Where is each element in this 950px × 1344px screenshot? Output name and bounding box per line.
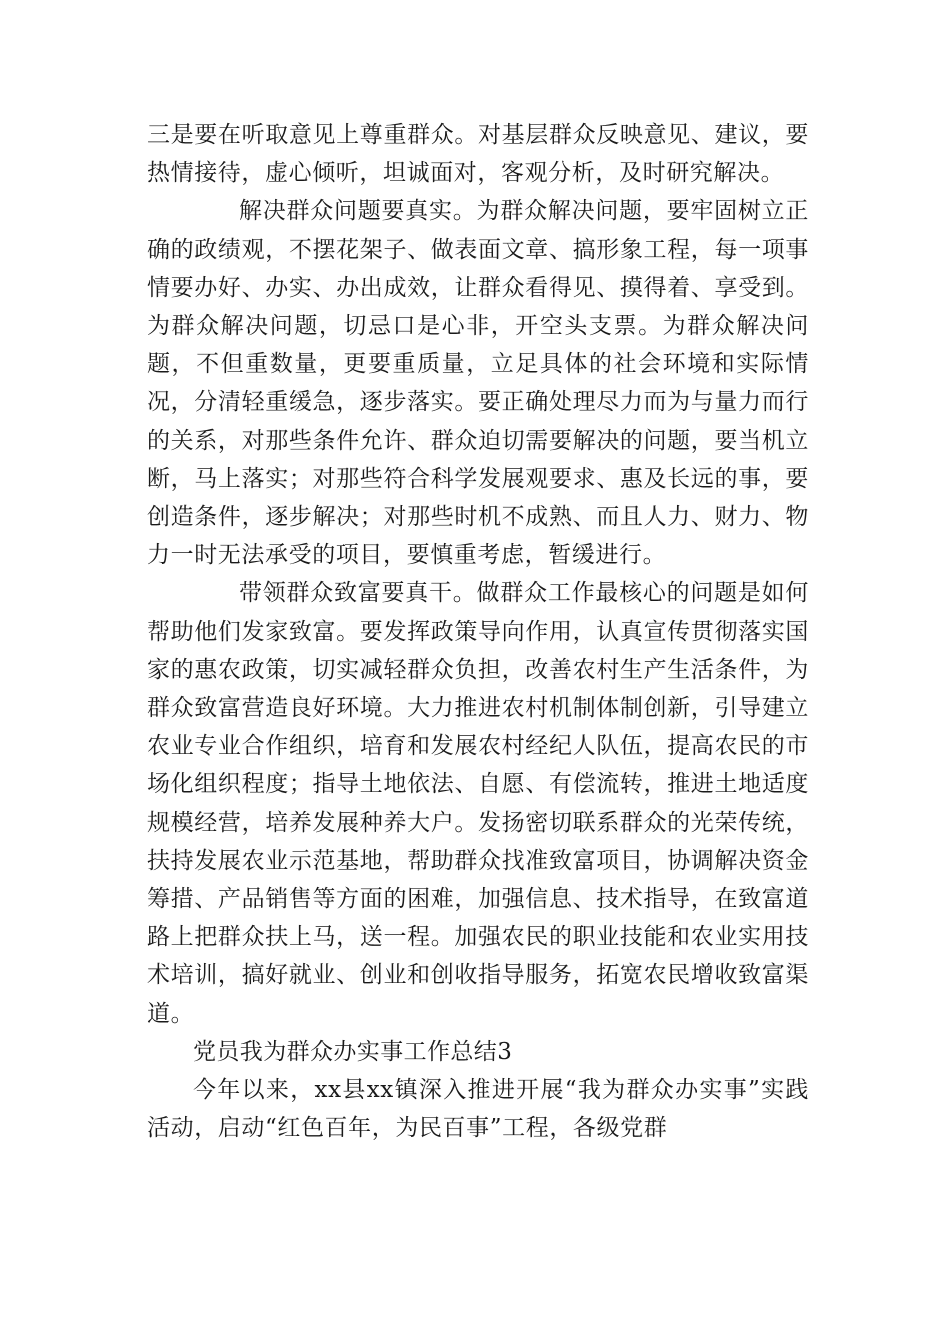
paragraph-solve-problems: 解决群众问题要真实。为群众解决问题，要牢固树立正确的政绩观，不摆花架子、做表面文章、搞形象工程，每一项事情要办好、办实、办出成效，让群众看得见、摸得着、享受到。为群众解决问题，切忌口是心非，开空头支票。为群众解决问题，不但重数量，更要重质量，立足具体的社会环境和实际情况，分清轻重缓急，逐步落实。要正确处理尽力而为与量力而行的关系，对那些条件允许、群众迫切需要解决的问题，要当机立断，马上落实；对那些符合科学发展观要求、惠及长远的事，要创造条件，逐步解决；对那些时机不成熟、而且人力、财力、物力一时无法承受的项目，要慎重考虑，暂缓进行。 (147, 198, 809, 569)
section-heading: 党员我为群众办实事工作总结3 (193, 1038, 513, 1065)
paragraph-respect-masses: 三是要在听取意见上尊重群众。对基层群众反映意见、建议，要热情接待，虚心倾听，坦诚面对，客观分析，及时研究解决。 (147, 122, 809, 187)
document-body (147, 116, 809, 1147)
paragraph-intro: 今年以来，xx县xx镇深入推进开展“我为群众办实事”实践活动，启动“红色百年，为民百事”工程，各级党群 (147, 1077, 809, 1142)
paragraph-lead-prosperity: 带领群众致富要真干。做群众工作最核心的问题是如何帮助他们发家致富。要发挥政策导向作用，认真宣传贯彻落实国家的惠农政策，切实减轻群众负担，改善农村生产生活条件，为群众致富营造良好环境。大力推进农村机制体制创新，引导建立农业专业合作组织，培育和发展农村经纪人队伍，提高农民的市场化组织程度；指导土地依法、自愿、有偿流转，推进土地适度规模经营，培养发展种养大户。发扬密切联系群众的光荣传统，扶持发展农业示范基地，帮助群众找准致富项目，协调解决资金筹措、产品销售等方面的困难，加强信息、技术指导，在致富道路上把群众扶上马，送一程。加强农民的职业技能和农业实用技术培训，搞好就业、创业和创收指导服务，拓宽农民增收致富渠道。 (147, 580, 809, 1027)
